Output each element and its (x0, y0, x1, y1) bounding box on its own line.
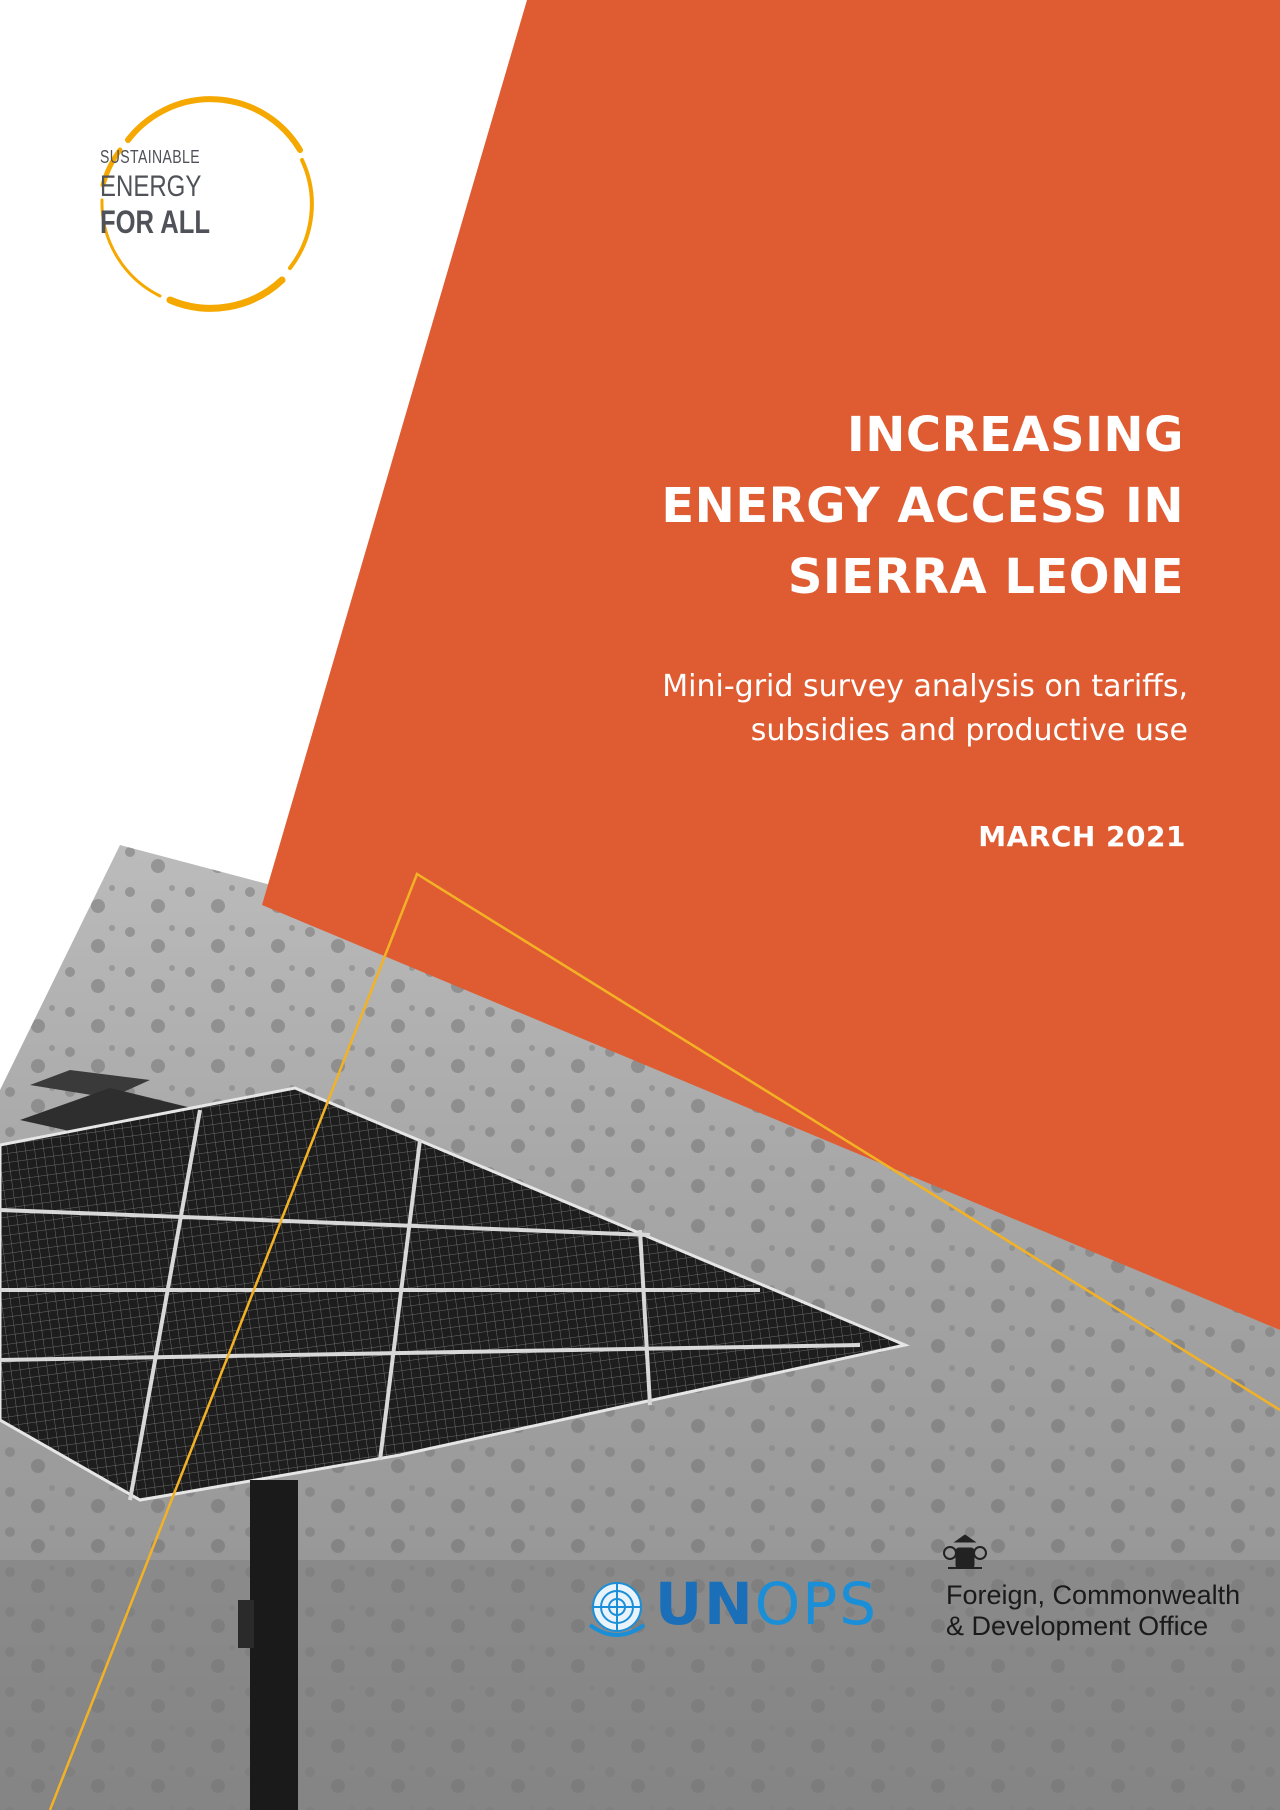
title-line-1: INCREASING (846, 407, 1184, 463)
unops-un: UN (655, 1570, 755, 1638)
report-date: MARCH 2021 (978, 820, 1186, 853)
fcdo-line-1: Foreign, Commonwealth (946, 1580, 1241, 1610)
report-subtitle (468, 665, 1188, 753)
fcdo-line-2: & Development Office (946, 1611, 1209, 1641)
logo-line-sustainable: SUSTAINABLE (100, 147, 201, 167)
report-title (484, 400, 1184, 613)
subtitle-line-1: Mini-grid survey analysis on tariffs, (662, 669, 1188, 704)
se4all-logo (100, 148, 270, 238)
fcdo-logo (946, 1580, 1240, 1642)
logo-line-energy: ENERGY (100, 170, 202, 203)
unops-ops: OPS (754, 1570, 879, 1638)
title-line-2: ENERGY ACCESS IN (661, 478, 1184, 534)
unops-logo (655, 1570, 879, 1638)
title-line-3: SIERRA LEONE (787, 549, 1184, 605)
logo-line-for-all: FOR ALL (100, 204, 210, 240)
subtitle-line-2: subsidies and productive use (750, 713, 1188, 748)
